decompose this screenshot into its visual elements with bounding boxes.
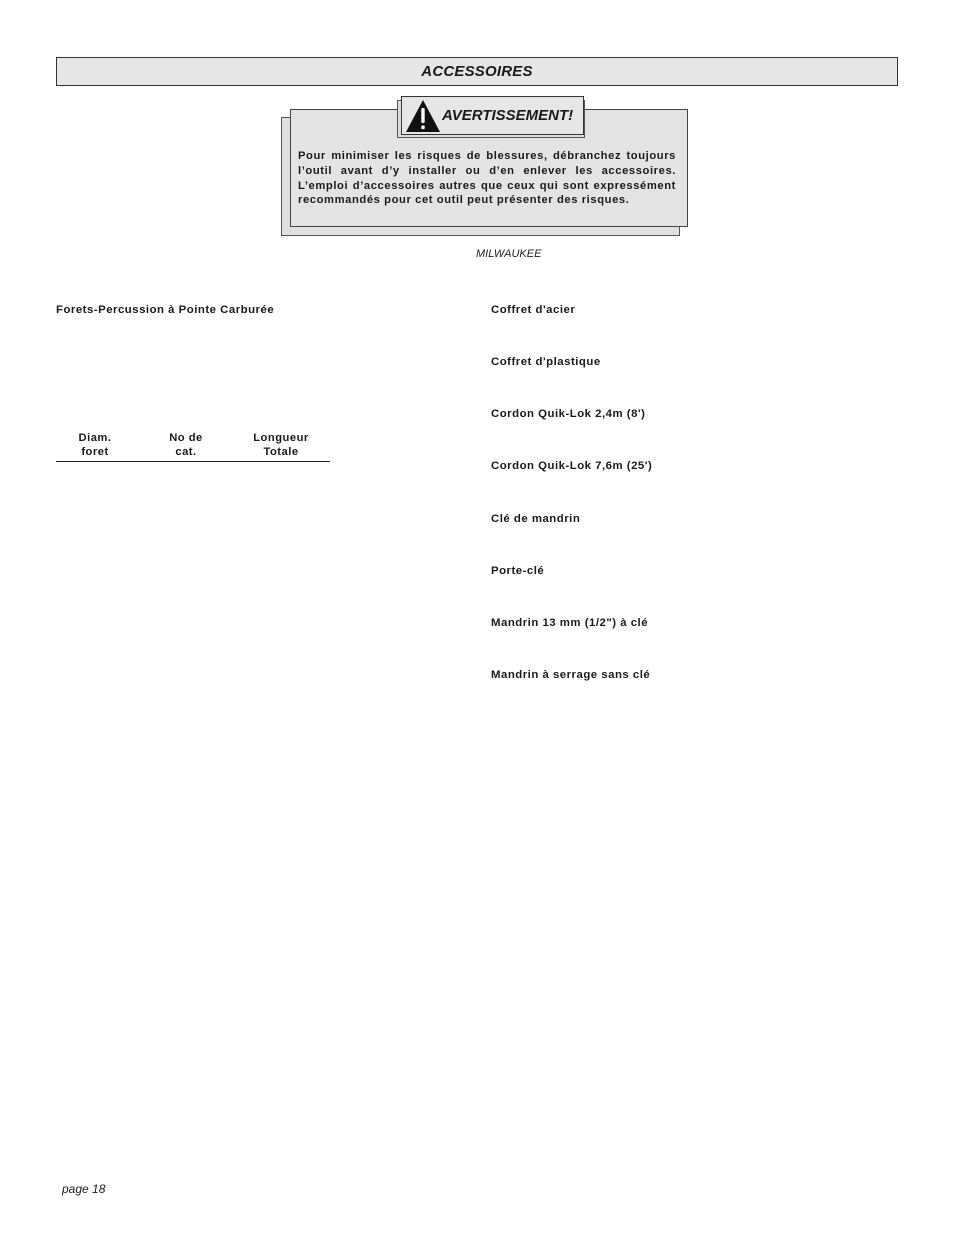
accessory-item: Cordon Quik-Lok 2,4m (8') <box>491 408 646 420</box>
accessory-item: Coffret d'plastique <box>491 356 601 368</box>
warning-tab <box>401 96 584 135</box>
warning-title: AVERTISSEMENT! <box>442 107 574 124</box>
accessory-item: Coffret d'acier <box>491 304 576 316</box>
brand-name: MILWAUKEE <box>476 248 542 260</box>
accessory-item: Mandrin à serrage sans clé <box>491 669 651 681</box>
column-header-catalog: No de cat. <box>169 432 203 458</box>
accessory-item: Porte-clé <box>491 565 545 577</box>
section-header <box>56 57 898 86</box>
accessory-item: Cordon Quik-Lok 7,6m (25') <box>491 460 653 472</box>
accessory-item: Clé de mandrin <box>491 513 581 525</box>
column-header-length: Longueur Totale <box>253 432 309 458</box>
page-number: page 18 <box>62 1182 106 1196</box>
column-header-diameter: Diam. foret <box>78 432 112 458</box>
warning-triangle-icon <box>405 99 441 133</box>
warning-text: Pour minimiser les risques de blessures, débranchez toujours l’outil avant d’y installer ou d’en enlever les accessoires. L’emploi d’accessoires autres que ceux qui sont expressément recommandés pour cet outil peut présenter des risques. <box>298 150 676 207</box>
bits-table-header <box>56 431 330 462</box>
accessory-item: Mandrin 13 mm (1/2") à clé <box>491 617 649 629</box>
bits-section-title: Forets-Percussion à Pointe Carburée <box>56 304 275 316</box>
section-header-title: ACCESSOIRES <box>421 63 533 80</box>
